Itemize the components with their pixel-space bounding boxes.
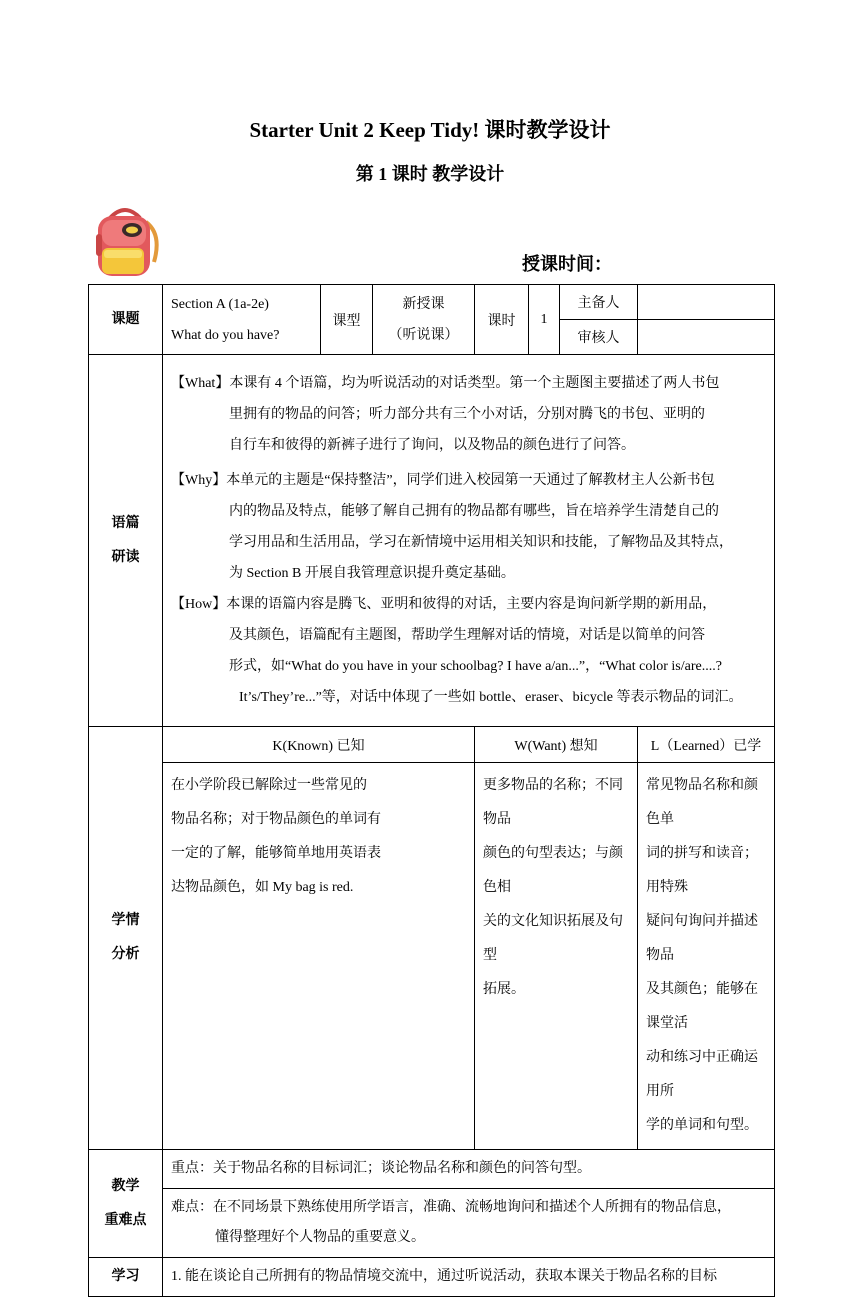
want-line: 更多物品的名称；不同物品 [483, 778, 623, 827]
topic-question: What do you have? [171, 327, 280, 343]
lesson-type-value [373, 285, 475, 355]
want-content [475, 763, 638, 1150]
period-label: 课时 [475, 285, 529, 355]
lesson-design-table [88, 284, 775, 1297]
objectives-label: 学习 [89, 1258, 163, 1297]
how-line: 形式，如“What do you have in your schoolbag? I have a/an...”，“What color is/are....? [229, 659, 722, 674]
what-line: 本课有 4 个语篇，均为听说活动的对话类型。第一个主题图主要描述了两人书包 [229, 376, 720, 391]
want-line: 颜色的句型表达；与颜色相 [483, 846, 623, 895]
lesson-type-sub: （听说课） [388, 327, 459, 343]
schoolbag-icon [88, 204, 162, 280]
preparer-label: 主备人 [560, 285, 638, 320]
why-tag: 【Why】 [171, 473, 227, 488]
learned-line: 疑问句询问并描述物品 [646, 914, 758, 963]
learned-header: L（Learned）已学 [638, 727, 775, 763]
difficulty-label-1: 教学 [111, 1178, 140, 1194]
known-header: K(Known) 已知 [163, 727, 475, 763]
hard-point [163, 1189, 775, 1258]
why-line: 学习用品和生活用品，学习在新情境中运用相关知识和技能，了解物品及其特点， [229, 535, 733, 550]
preparer-value [638, 285, 775, 320]
objective-item: 1. 能在谈论自己所拥有的物品情境交流中，通过听说活动，获取本课关于物品名称的目标 [163, 1258, 775, 1297]
hard-line: 懂得整理好个人物品的重要意义。 [215, 1230, 425, 1245]
why-line: 为 Section B 开展自我管理意识提升奠定基础。 [229, 566, 515, 581]
text-study-label-1: 语篇 [111, 515, 140, 531]
why-line: 内的物品及特点，能够了解自己拥有的物品都有哪些，旨在培养学生清楚自己的 [229, 504, 719, 519]
period-value: 1 [529, 285, 560, 355]
learned-line: 及其颜色；能够在课堂活 [646, 982, 758, 1031]
learned-line: 动和练习中正确运用所 [646, 1050, 758, 1099]
known-content [163, 763, 475, 1150]
learned-line: 学的单词和句型。 [646, 1118, 758, 1133]
how-section [163, 589, 774, 717]
known-line: 物品名称；对于物品颜色的单词有 [171, 812, 381, 827]
what-tag: 【What】 [171, 376, 230, 391]
difficulty-label-2: 重难点 [104, 1212, 147, 1228]
known-line: 在小学阶段已解除过一些常见的 [171, 778, 367, 793]
topic-label: 课题 [89, 285, 163, 355]
reviewer-label: 审核人 [560, 320, 638, 355]
known-line: 一定的了解，能够简单地用英语表 [171, 846, 381, 861]
reviewer-value [638, 320, 775, 355]
text-study-label-2: 研读 [111, 549, 140, 565]
lesson-type-main: 新授课 [402, 296, 445, 312]
text-study-label [89, 355, 163, 727]
hard-line: 难点：在不同场景下熟练使用所学语言，准确、流畅地询问和描述个人所拥有的物品信息， [171, 1200, 731, 1215]
how-line: It’s/They’re...”等，对话中体现了一些如 bottle、eraser、bicycle 等表示物品的词汇。 [239, 690, 743, 705]
what-line: 自行车和彼得的新裤子进行了询问，以及物品的颜色进行了问答。 [229, 438, 635, 453]
want-line: 关的文化知识拓展及句型 [483, 914, 623, 963]
what-line: 里拥有的物品的问答；听力部分共有三个小对话，分别对腾飞的书包、亚明的 [229, 407, 705, 422]
class-time-label: 授课时间： [522, 254, 612, 274]
what-section [163, 364, 774, 465]
why-section [163, 465, 774, 589]
topic-section: Section A (1a-2e) [171, 296, 269, 312]
how-line: 本课的语篇内容是腾飞、亚明和彼得的对话，主要内容是询问新学期的新用品， [226, 597, 717, 612]
known-line: 达物品颜色，如 My bag is red. [171, 880, 354, 895]
analysis-label [89, 727, 163, 1150]
learned-line: 词的拼写和读音；用特殊 [646, 846, 758, 895]
how-tag: 【How】 [171, 597, 227, 612]
how-line: 及其颜色，语篇配有主题图，帮助学生理解对话的情境，对话是以简单的问答 [229, 628, 705, 643]
analysis-label-2: 分析 [111, 947, 140, 962]
learned-content [638, 763, 775, 1150]
difficulty-label [89, 1150, 163, 1258]
want-line: 拓展。 [483, 982, 525, 997]
learned-line: 常见物品名称和颜色单 [646, 778, 758, 827]
want-header: W(Want) 想知 [475, 727, 638, 763]
topic-value [163, 285, 321, 355]
page-subtitle: 第 1 课时 教学设计 [355, 164, 505, 184]
page-title: Starter Unit 2 Keep Tidy! 课时教学设计 [249, 118, 611, 142]
lesson-type-label: 课型 [321, 285, 373, 355]
why-line: 本单元的主题是“保持整洁”，同学们进入校园第一天通过了解教材主人公新书包 [226, 473, 715, 488]
analysis-label-1: 学情 [111, 913, 140, 928]
key-point: 重点：关于物品名称的目标词汇；谈论物品名称和颜色的问答句型。 [163, 1150, 775, 1189]
text-study-content [163, 355, 775, 727]
